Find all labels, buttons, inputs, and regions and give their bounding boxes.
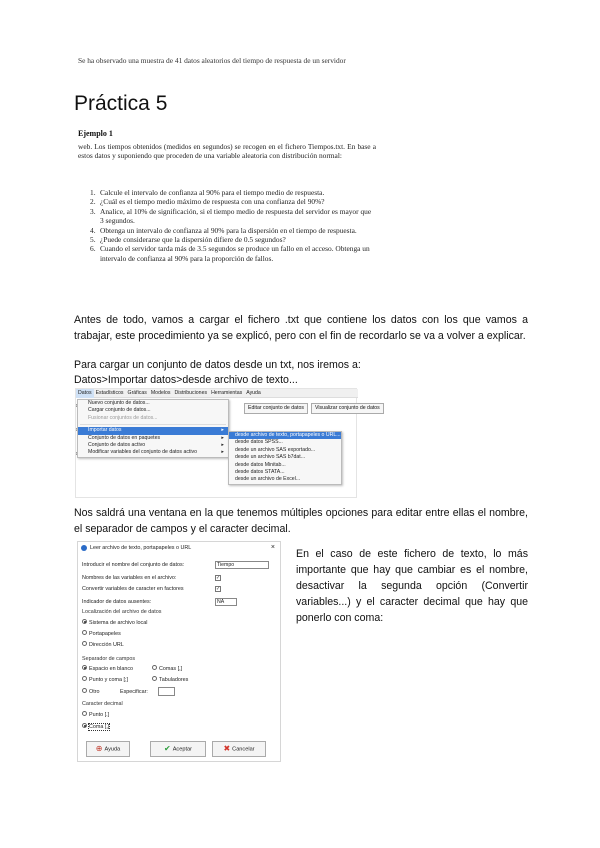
missing-input[interactable]: NA [215, 598, 237, 606]
radio-url[interactable]: Dirección URL [82, 642, 124, 649]
radio-icon [82, 630, 87, 635]
cancel-button[interactable]: ✖ Cancelar [212, 741, 266, 757]
missing-label: Indicador de datos ausentes: [82, 599, 152, 605]
menu-item-merge-datasets: Fusionar conjuntos de datos... [88, 414, 158, 421]
paragraph-menu-path: Datos>Importar datos>desde archivo de texto... [74, 374, 298, 386]
dialog-titlebar [78, 542, 280, 554]
help-button[interactable]: ⊕ Ayuda [86, 741, 130, 757]
menu-item-import-data[interactable]: Importar datos ▸ [78, 427, 228, 434]
menu-separator [80, 422, 226, 425]
exercise-heading: Ejemplo 1 [78, 129, 113, 138]
paragraph-intro: Antes de todo, vamos a cargar el fichero .txt que contiene los datos con los que vamos a trabajar, este procedimiento ya se explicó, pero con el fin de recordarlo se va a volver a explicar. [74, 314, 528, 342]
menu-herramientas[interactable]: Herramientas [211, 390, 243, 396]
menu-graficas[interactable]: Gráficas [127, 390, 147, 396]
radio-tab[interactable]: Tabuladores [152, 677, 188, 684]
name-label: Introducir el nombre del conjunto de datos: [82, 562, 185, 568]
chevron-right-icon: ▸ [221, 434, 224, 441]
chevron-right-icon: ▸ [221, 441, 224, 448]
menu-item-new-dataset[interactable]: Nuevo conjunto de datos... [88, 400, 150, 406]
radio-local[interactable]: Sistema de archivo local [82, 620, 147, 627]
paragraph-instructions: En el caso de este fichero de texto, lo más importante que hay que cambiar es el nombre, desactivar la segunda opción (Convertir variables...) y el caracter decimal que hay que ponerlo con coma: [296, 548, 528, 624]
decimal-header: Caracter decimal [82, 701, 123, 707]
menu-estadisticos[interactable]: Estadísticos [95, 390, 124, 396]
var-names-label: Nombres de las variables en el archivo: [82, 575, 177, 581]
radio-semicolon[interactable]: Punto y coma [;] [82, 677, 128, 684]
menubar [76, 389, 358, 398]
datos-dropdown [77, 399, 229, 458]
radio-icon [82, 688, 87, 693]
radio-decimal-point[interactable]: Punto [.] [82, 712, 109, 719]
convert-label: Convertir variables de caracter en factores [82, 586, 184, 592]
specify-input[interactable] [158, 687, 175, 696]
list-item: 1. Calcule el intervalo de confianza al 90% para el tiempo medio de respuesta. [90, 188, 325, 197]
r-logo-icon [81, 545, 87, 551]
submenu-item-text-file[interactable]: desde archivo de texto, portapapeles o URL... [229, 432, 341, 439]
menu-item-modify-variables[interactable]: Modificar variables del conjunto de datos activo ▸ [88, 449, 224, 456]
exercise-list [90, 188, 376, 263]
page-title: Práctica 5 [74, 92, 168, 115]
var-names-checkbox[interactable]: ✓ [216, 575, 221, 581]
list-item: 5. ¿Puede considerarse que la dispersión difiere de 0.5 segundos? [90, 235, 286, 245]
radio-clipboard[interactable]: Portapapeles [82, 631, 121, 638]
dialog-title: Leer archivo de texto, portapapeles o URL [90, 545, 192, 551]
dataset-name-input[interactable]: Tiempo [215, 561, 269, 569]
chevron-right-icon: ▸ [221, 449, 224, 456]
specify-label: Especificar: [120, 689, 148, 695]
submenu-item-stata[interactable]: desde datos STATA... [235, 468, 285, 475]
edit-dataset-button[interactable]: Editar conjunto de datos [244, 403, 308, 414]
radio-icon [82, 711, 87, 716]
radio-blank[interactable]: Espacio en blanco [82, 666, 133, 673]
radio-selected-icon [82, 619, 87, 624]
radio-icon [82, 676, 87, 681]
radio-selected-icon [82, 723, 87, 728]
radio-icon [152, 665, 157, 670]
menu-item-package-datasets[interactable]: Conjunto de datos en paquetes ▸ [88, 434, 224, 441]
location-header: Localización del archivo de datos [82, 609, 162, 615]
separator-header: Separador de campos [82, 656, 136, 662]
submenu-item-minitab[interactable]: desde datos Minitab... [235, 461, 286, 468]
radio-icon [82, 641, 87, 646]
chevron-right-icon: ▸ [221, 427, 224, 434]
ok-button[interactable]: ✔ Aceptar [150, 741, 206, 757]
help-icon: ⊕ [95, 744, 103, 753]
import-submenu [228, 431, 342, 485]
exercise-top-line: Se ha observado una muestra de 41 datos aleatorios del tiempo de respuesta de un servidor [78, 56, 346, 65]
list-item: 3. Analice, al 10% de significación, si el tiempo medio de respuesta del servidor es mayor que 3 segundos. [90, 206, 372, 226]
submenu-item-sas-export[interactable]: desde un archivo SAS exportado... [235, 446, 316, 453]
paragraph-load: Para cargar un conjunto de datos desde un txt, nos iremos a: [74, 359, 361, 371]
menu-item-active-dataset[interactable]: Conjunto de datos activo ▸ [88, 441, 224, 448]
menu-distribuciones[interactable]: Distribuciones [174, 390, 208, 396]
menu-datos[interactable]: Datos [78, 390, 92, 396]
radio-comma-sep[interactable]: Comas [,] [152, 666, 182, 673]
menu-screenshot [75, 388, 380, 498]
import-dialog [77, 541, 281, 762]
list-item: 2. ¿Cuál es el tiempo medio máximo de respuesta con una confianza del 90%? [90, 197, 325, 207]
submenu-item-sas-b7dat[interactable]: desde un archivo SAS b7dat... [235, 454, 306, 461]
close-icon[interactable]: × [270, 544, 275, 551]
paragraph-window: Nos saldrá una ventana en la que tenemos múltiples opciones para editar entre ellas el nombre, el separador de campos y el caracter decimal. [74, 507, 528, 535]
convert-checkbox[interactable]: ✓ [216, 586, 221, 592]
radio-selected-icon [82, 665, 87, 670]
check-icon: ✔ [164, 744, 171, 753]
menu-modelos[interactable]: Modelos [150, 390, 171, 396]
menu-ayuda[interactable]: Ayuda [246, 390, 261, 396]
view-dataset-button[interactable]: Visualizar conjunto de datos [311, 403, 384, 414]
exercise-body: web. Los tiempos obtenidos (medidos en segundos) se recogen en el fichero Tiempos.txt. En base a estos datos y suponiendo que proceden de una variable aleatoria con distribución normal: [78, 142, 376, 161]
list-item: 4. Obtenga un intervalo de confianza al 90% para la dispersión en el tiempo de respuesta. [90, 225, 357, 235]
close-icon: ✖ [223, 744, 231, 753]
menu-item-load-dataset[interactable]: Cargar conjunto de datos... [88, 407, 151, 414]
toolbar [244, 403, 387, 414]
submenu-item-spss[interactable]: desde datos SPSS... [235, 439, 283, 446]
radio-decimal-comma[interactable]: Coma [,] [82, 724, 109, 731]
radio-other[interactable]: Otro [82, 689, 99, 696]
radio-icon [152, 676, 157, 681]
submenu-item-excel[interactable]: desde un archivo de Excel... [235, 476, 301, 483]
list-item: 6. Cuando el servidor tarda más de 3.5 segundos se produce un fallo en el acceso. Obtenga un intervalo de confianza al 90% para la proporción de fallos. [90, 244, 370, 263]
